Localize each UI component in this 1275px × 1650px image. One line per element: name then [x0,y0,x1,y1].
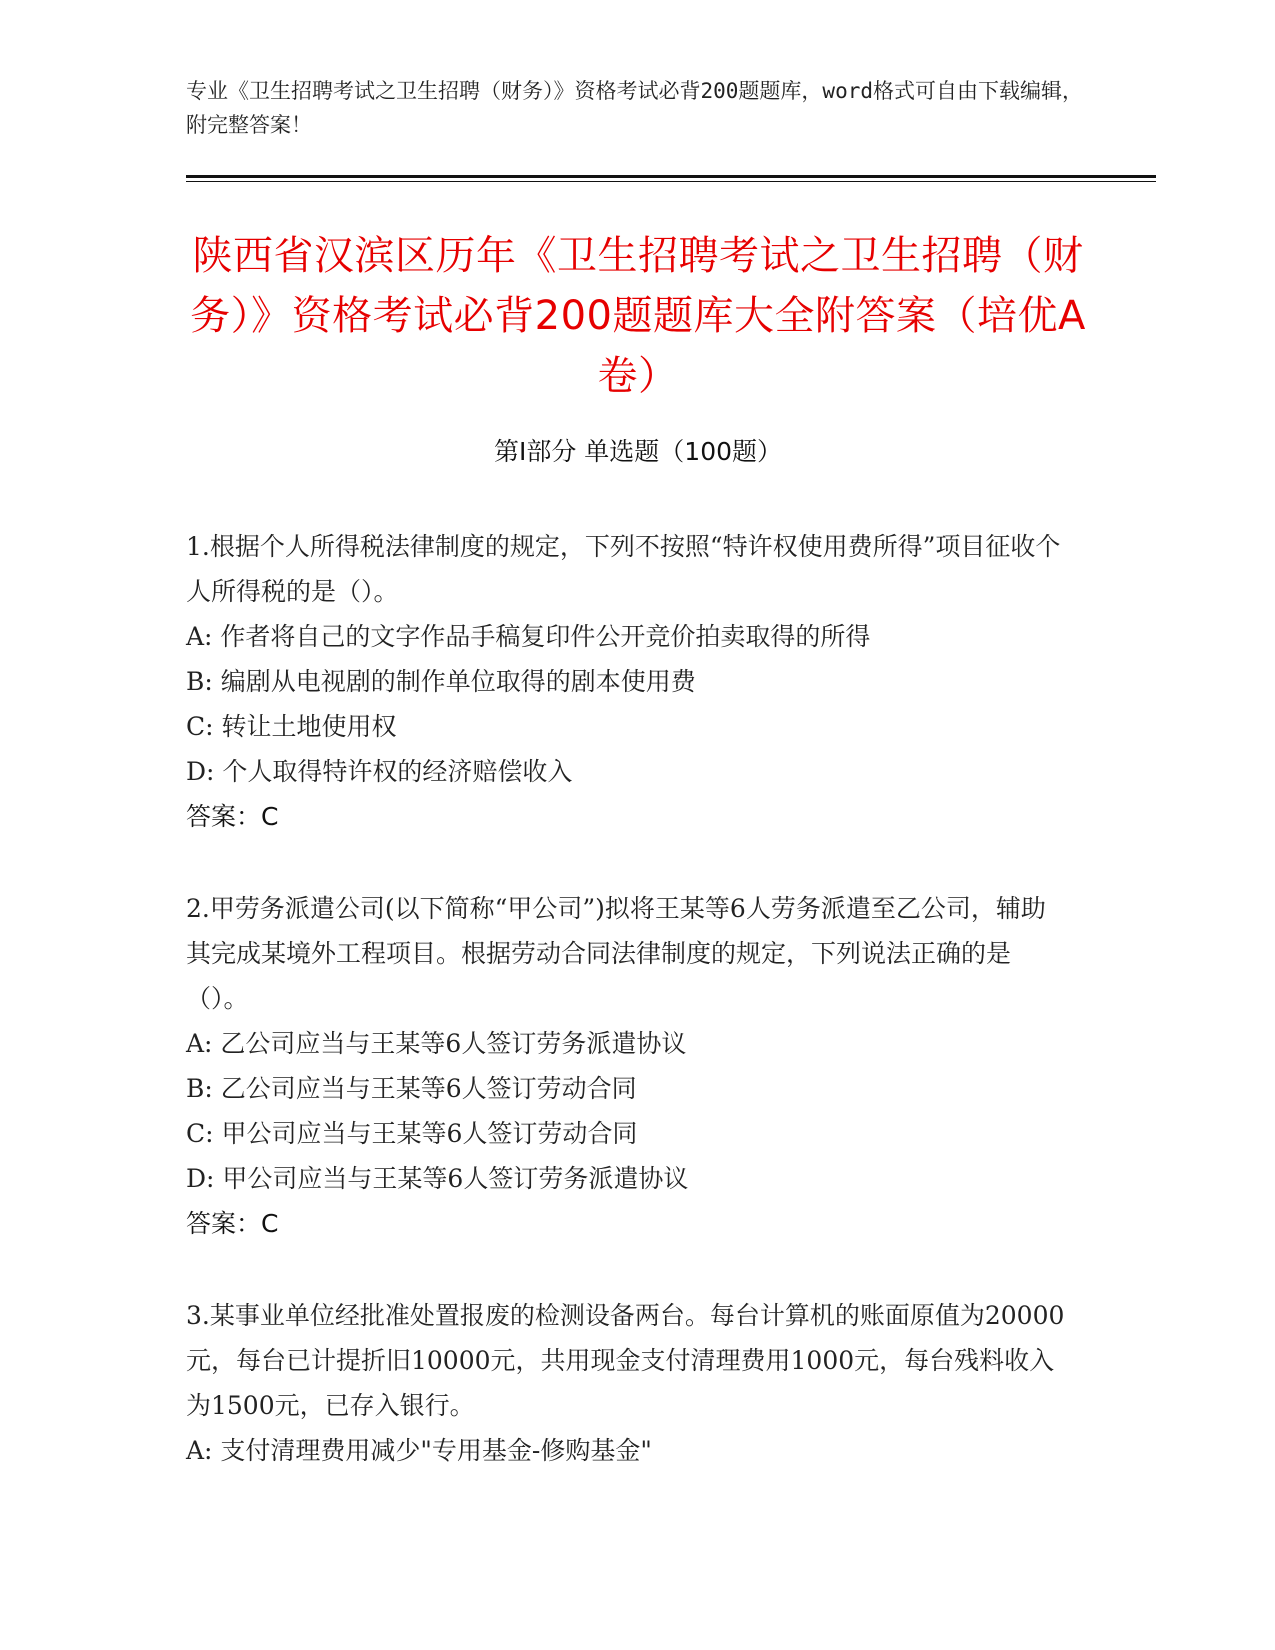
question-stem: 1.根据个人所得税法律制度的规定，下列不按照“特许权使用费所得”项目征收个人所得税的是（）。 [186,532,1061,606]
question-3 [186,1293,1066,1473]
option-d: D: 甲公司应当与王某等6人签订劳务派遣协议 [186,1164,689,1193]
answer-line: 答案：C [186,802,279,831]
document-title: 陕西省汉滨区历年《卫生招聘考试之卫生招聘（财务）》资格考试必背200题题库大全附答案（培优A卷） [190,233,1086,399]
option-c: C: 转让土地使用权 [186,712,397,741]
header-note: 专业《卫生招聘考试之卫生招聘（财务）》资格考试必背200题题库，word格式可自由下载编辑，附完整答案！ [186,79,1083,137]
option-a: A: 作者将自己的文字作品手稿复印件公开竞价拍卖取得的所得 [186,622,871,651]
answer-line: 答案：C [186,1209,279,1238]
question-list [186,524,1066,1520]
question-2 [186,886,1066,1246]
option-c: C: 甲公司应当与王某等6人签订劳动合同 [186,1119,638,1148]
header-divider-thick [186,175,1156,178]
header-divider-thin [186,181,1156,182]
option-b: B: 乙公司应当与王某等6人签订劳动合同 [186,1074,637,1103]
question-1 [186,524,1066,839]
option-a: A: 支付清理费用减少"专用基金-修购基金" [186,1436,652,1465]
option-d: D: 个人取得特许权的经济赔偿收入 [186,757,573,786]
option-b: B: 编剧从电视剧的制作单位取得的剧本使用费 [186,667,696,696]
section-title: 第Ⅰ部分 单选题（100题） [493,437,783,466]
option-a: A: 乙公司应当与王某等6人签订劳务派遣协议 [186,1029,687,1058]
question-stem: 3.某事业单位经批准处置报废的检测设备两台。每台计算机的账面原值为20000元，每台已计提折旧10000元，共用现金支付清理费用1000元，每台残料收入为1500元，已存入银行。 [186,1301,1065,1420]
question-stem: 2.甲劳务派遣公司(以下简称“甲公司”)拟将王某等6人劳务派遣至乙公司，辅助其完成某境外工程项目。根据劳动合同法律制度的规定，下列说法正确的是（）。 [186,894,1046,1013]
